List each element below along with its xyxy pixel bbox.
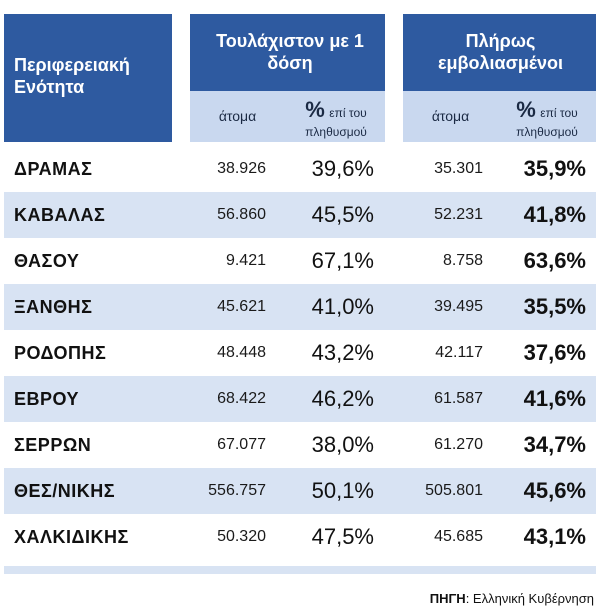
table-row <box>4 192 596 238</box>
dose1-pct: 67,1% <box>311 248 374 273</box>
full-pct: 45,6% <box>523 478 586 503</box>
full-count: 52.231 <box>434 206 483 223</box>
table-row <box>4 284 596 330</box>
source-note <box>430 591 594 606</box>
table-row <box>4 330 596 376</box>
dose1-count: 56.860 <box>217 206 266 223</box>
dose1-count: 9.421 <box>225 252 266 269</box>
table-row <box>4 514 596 560</box>
full-count: 35.301 <box>434 160 483 177</box>
group2-people-label: άτομα <box>431 108 470 124</box>
dose1-count: 38.926 <box>217 160 266 177</box>
group2-pct-line1: επί του <box>540 106 578 120</box>
group1-header <box>190 14 385 91</box>
region-header-label: Περιφερειακή Ενότητα <box>14 55 130 97</box>
group1-sub-pct <box>285 91 385 142</box>
group1-pct-label <box>291 97 381 141</box>
table-row <box>4 238 596 284</box>
region-name: ΘΑΣΟΥ <box>14 250 80 271</box>
full-pct: 35,9% <box>523 156 586 181</box>
group1-pct-line1: επί του <box>329 106 367 120</box>
full-pct: 41,8% <box>523 202 586 227</box>
dose1-pct: 50,1% <box>311 478 374 503</box>
full-pct: 63,6% <box>523 248 586 273</box>
dose1-pct: 43,2% <box>311 340 374 365</box>
group1-people-label: άτομα <box>218 108 257 124</box>
group2-pct-symbol: % <box>516 97 536 122</box>
full-pct: 43,1% <box>523 524 586 549</box>
full-count: 45.685 <box>434 528 483 545</box>
source-label: ΠΗΓΗ <box>429 591 466 606</box>
full-count: 61.587 <box>434 390 483 407</box>
group2-title: Πλήρως εμβολιασμένοι <box>437 31 564 73</box>
table-row <box>4 376 596 422</box>
table-row <box>4 468 596 514</box>
full-pct: 35,5% <box>523 294 586 319</box>
dose1-pct: 46,2% <box>311 386 374 411</box>
full-count: 8.758 <box>442 252 483 269</box>
region-name: ΧΑΛΚΙΔΙΚΗΣ <box>14 526 129 547</box>
full-pct: 37,6% <box>523 340 586 365</box>
region-name: ΣΕΡΡΩΝ <box>14 434 92 455</box>
group1-title: Τουλάχιστον με 1 δόση <box>216 31 364 73</box>
dose1-pct: 41,0% <box>311 294 374 319</box>
dose1-pct: 39,6% <box>311 156 374 181</box>
source-text: : Ελληνική Κυβέρνηση <box>465 591 594 606</box>
dose1-count: 48.448 <box>217 344 266 361</box>
group2-pct-line2: πληθυσμού <box>516 125 578 139</box>
dose1-pct: 38,0% <box>311 432 374 457</box>
region-name: ΕΒΡΟΥ <box>14 388 80 409</box>
group1-pct-symbol: % <box>305 97 325 122</box>
region-name: ΞΑΝΘΗΣ <box>14 296 93 317</box>
table-row <box>4 422 596 468</box>
group2-sub-people <box>403 91 498 142</box>
group1-pct-line2: πληθυσμού <box>305 125 367 139</box>
dose1-count: 556.757 <box>208 482 266 499</box>
full-count: 39.495 <box>434 298 483 315</box>
region-name: ΘΕΣ/ΝΙΚΗΣ <box>14 480 116 501</box>
dose1-count: 67.077 <box>217 436 266 453</box>
region-name: ΡΟΔΟΠΗΣ <box>14 342 107 363</box>
group2-sub-pct <box>498 91 596 142</box>
full-count: 61.270 <box>434 436 483 453</box>
full-pct: 41,6% <box>523 386 586 411</box>
dose1-pct: 45,5% <box>311 202 374 227</box>
region-header <box>4 14 172 142</box>
full-pct: 34,7% <box>523 432 586 457</box>
table-row <box>4 146 596 192</box>
dose1-count: 50.320 <box>217 528 266 545</box>
dose1-count: 68.422 <box>217 390 266 407</box>
dose1-pct: 47,5% <box>311 524 374 549</box>
group2-header <box>403 14 596 91</box>
group2-pct-label <box>502 97 592 141</box>
region-name: ΚΑΒΑΛΑΣ <box>14 204 106 225</box>
region-name: ΔΡΑΜΑΣ <box>14 158 93 179</box>
group1-sub-people <box>190 91 285 142</box>
table-bottom-band <box>4 566 596 574</box>
full-count: 42.117 <box>435 344 483 361</box>
full-count: 505.801 <box>425 482 483 499</box>
dose1-count: 45.621 <box>217 298 266 315</box>
